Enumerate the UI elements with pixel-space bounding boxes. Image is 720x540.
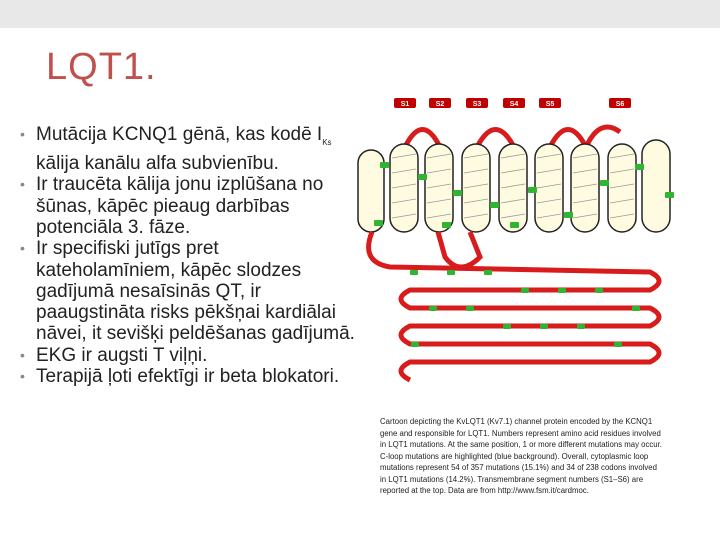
mutation-residue-marker — [447, 270, 455, 275]
bullet-subscript: Ks — [322, 137, 332, 147]
mutation-residue-marker — [429, 306, 437, 311]
mutation-residue-marker — [418, 174, 427, 180]
bullet-item — [20, 124, 360, 174]
mutation-residue-marker — [442, 222, 451, 228]
mutation-residue-marker — [510, 222, 519, 228]
transmembrane-helix — [642, 140, 670, 232]
mutation-residue-marker — [614, 342, 622, 347]
segment-label: S3 — [472, 101, 482, 108]
mutation-residue-marker — [484, 270, 492, 275]
mutation-residue-marker — [558, 288, 566, 293]
mutation-residue-marker — [595, 288, 603, 293]
mutation-residue-marker — [503, 324, 511, 329]
segment-label: S6 — [615, 101, 625, 108]
bullet-dot-icon: • — [20, 176, 25, 193]
bullet-dot-icon: • — [20, 240, 25, 257]
bullet-dot-icon: • — [20, 126, 25, 142]
mutation-residue-marker — [374, 220, 383, 226]
bullet-list — [20, 124, 360, 387]
mutation-residue-marker — [528, 187, 537, 193]
bullet-item — [20, 174, 360, 238]
mutation-residue-marker — [600, 180, 609, 186]
bullet-dot-icon: • — [20, 368, 25, 385]
pore-loop — [586, 127, 620, 147]
mutation-residue-marker — [564, 212, 573, 218]
bullet-dot-icon: • — [20, 346, 25, 363]
bullet-text: Ir specifiski jutīgs pret kateholamīniem, kāpēc slodzes gadījumā nesaīsinās QT, ir paaugstināta risks pēkšņai kardiālai nāvei, it sevišķi peldēšanas gadījumā. — [36, 238, 355, 345]
bullet-text: Mutācija KCNQ1 gēnā, kas kodē I — [36, 124, 323, 145]
mutation-residue-marker — [540, 324, 548, 329]
mutation-residue-marker — [521, 288, 529, 293]
mutation-residue-marker — [453, 190, 462, 196]
transmembrane-helix — [358, 150, 384, 232]
segment-label: S5 — [545, 101, 555, 108]
bullet-item — [20, 238, 360, 344]
figure-caption: Cartoon depicting the KvLQT1 (Kv7.1) channel protein encoded by the KCNQ1 gene and responsible for LQT1. Numbers represent amino acid residues involved in LQT1 mutations. At the same position, 1 or more different mutations may occur. C-loop mutations are highlighted (blue background). Overall, cytoplasmic loop mutations represent 54 of 357 mutations (15.1%) and 34 of 238 codons involved in LQT1 mutations (14.2%). Transmembrane segment numbers (S1–S6) are reported at the top. Data are from http://www.fsm.it/cardmoc. — [380, 417, 662, 495]
segment-label: S1 — [400, 101, 410, 108]
bullet-item — [20, 366, 360, 387]
mutation-residue-marker — [577, 324, 585, 329]
intracellular-loop — [438, 232, 480, 267]
slide-title: LQT1. — [46, 46, 157, 88]
mutation-residue-marker — [665, 192, 674, 198]
mutation-residue-marker — [380, 162, 389, 168]
bullet-text: EKG ir augsti T viļņi. — [36, 344, 208, 366]
bullet-text-cont: kālija kanālu alfa subvienību. — [36, 153, 279, 175]
slide-top-band — [0, 0, 720, 28]
bullet-item — [20, 345, 360, 366]
mutation-residue-marker — [410, 270, 418, 275]
mutation-residue-marker — [411, 342, 419, 347]
mutation-residue-marker — [632, 306, 640, 311]
mutation-residue-marker — [635, 164, 644, 170]
kvlqt1-channel-diagram — [350, 92, 720, 412]
bullet-text: Ir traucēta kālija jonu izplūšana no šūnas, kāpēc pieaug darbības potenciāla 3. fāze. — [36, 174, 324, 238]
bullet-text: Terapijā ļoti efektīgi ir beta blokatori. — [36, 366, 340, 388]
mutation-residue-marker — [466, 306, 474, 311]
c-terminal-strand — [369, 232, 659, 380]
segment-label: S4 — [509, 101, 519, 108]
mutation-residue-marker — [490, 202, 499, 208]
segment-label: S2 — [435, 101, 445, 108]
